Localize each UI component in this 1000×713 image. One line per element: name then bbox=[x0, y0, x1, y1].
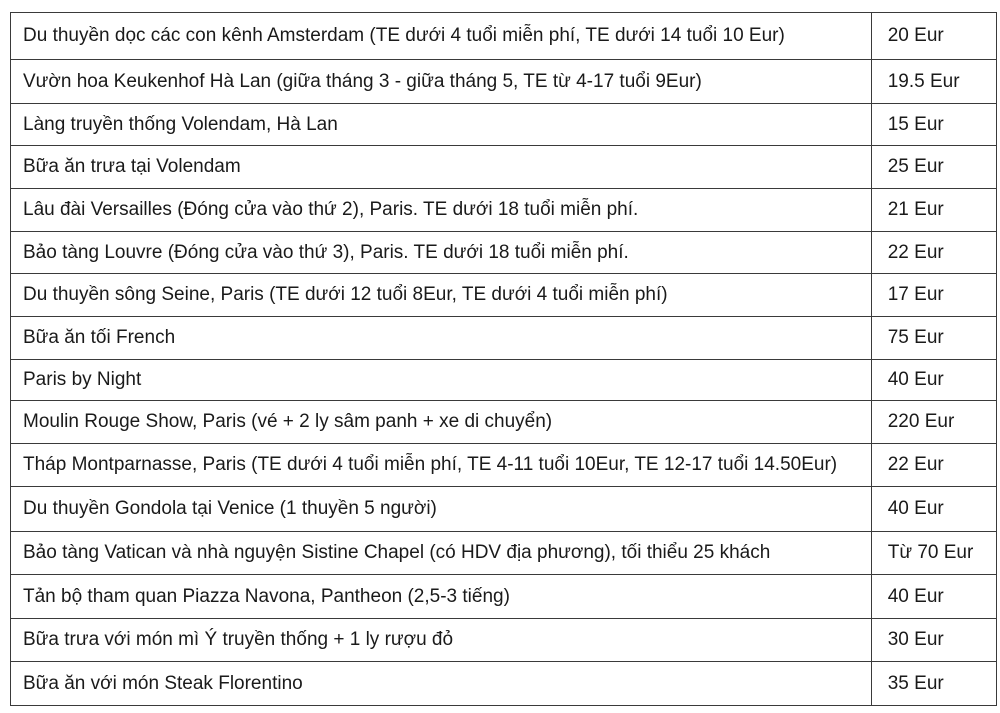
price-table bbox=[10, 12, 997, 706]
table-row bbox=[11, 104, 997, 146]
table-row bbox=[11, 662, 997, 706]
table-row bbox=[11, 360, 997, 401]
row-description: Paris by Night bbox=[11, 360, 872, 401]
row-price: 40 Eur bbox=[871, 360, 996, 401]
row-description: Tháp Montparnasse, Paris (TE dưới 4 tuổi miễn phí, TE 4-11 tuổi 10Eur, TE 12-17 tuổi 14.50Eur) bbox=[11, 444, 872, 487]
row-price: 25 Eur bbox=[871, 146, 996, 189]
table-row bbox=[11, 189, 997, 232]
table-row bbox=[11, 317, 997, 360]
table-row bbox=[11, 13, 997, 60]
row-description: Du thuyền dọc các con kênh Amsterdam (TE dưới 4 tuổi miễn phí, TE dưới 14 tuổi 10 Eur) bbox=[11, 13, 872, 60]
row-description: Moulin Rouge Show, Paris (vé + 2 ly sâm panh + xe di chuyển) bbox=[11, 401, 872, 444]
row-description: Du thuyền sông Seine, Paris (TE dưới 12 tuổi 8Eur, TE dưới 4 tuổi miễn phí) bbox=[11, 274, 872, 317]
table-row bbox=[11, 532, 997, 575]
table-row bbox=[11, 232, 997, 274]
table-row bbox=[11, 575, 997, 619]
row-price: 15 Eur bbox=[871, 104, 996, 146]
table-row bbox=[11, 487, 997, 532]
row-description: Bữa ăn tối French bbox=[11, 317, 872, 360]
row-price: 22 Eur bbox=[871, 444, 996, 487]
table-row bbox=[11, 60, 997, 104]
row-price: 35 Eur bbox=[871, 662, 996, 706]
table-row bbox=[11, 401, 997, 444]
row-price: 19.5 Eur bbox=[871, 60, 996, 104]
row-description: Lâu đài Versailles (Đóng cửa vào thứ 2), Paris. TE dưới 18 tuổi miễn phí. bbox=[11, 189, 872, 232]
row-description: Bữa trưa với món mì Ý truyền thống + 1 ly rượu đỏ bbox=[11, 619, 872, 662]
row-price: 75 Eur bbox=[871, 317, 996, 360]
row-price: 22 Eur bbox=[871, 232, 996, 274]
row-price: Từ 70 Eur bbox=[871, 532, 996, 575]
table-row bbox=[11, 274, 997, 317]
row-price: 30 Eur bbox=[871, 619, 996, 662]
row-description: Du thuyền Gondola tại Venice (1 thuyền 5 người) bbox=[11, 487, 872, 532]
row-description: Làng truyền thống Volendam, Hà Lan bbox=[11, 104, 872, 146]
table-row bbox=[11, 444, 997, 487]
row-price: 17 Eur bbox=[871, 274, 996, 317]
row-price: 20 Eur bbox=[871, 13, 996, 60]
row-description: Bảo tàng Louvre (Đóng cửa vào thứ 3), Paris. TE dưới 18 tuổi miễn phí. bbox=[11, 232, 872, 274]
row-description: Bữa ăn với món Steak Florentino bbox=[11, 662, 872, 706]
row-description: Vườn hoa Keukenhof Hà Lan (giữa tháng 3 - giữa tháng 5, TE từ 4-17 tuổi 9Eur) bbox=[11, 60, 872, 104]
table-row bbox=[11, 146, 997, 189]
row-description: Bảo tàng Vatican và nhà nguyện Sistine Chapel (có HDV địa phương), tối thiểu 25 khách bbox=[11, 532, 872, 575]
row-price: 21 Eur bbox=[871, 189, 996, 232]
row-price: 40 Eur bbox=[871, 487, 996, 532]
row-description: Bữa ăn trưa tại Volendam bbox=[11, 146, 872, 189]
row-price: 40 Eur bbox=[871, 575, 996, 619]
row-description: Tản bộ tham quan Piazza Navona, Pantheon (2,5-3 tiếng) bbox=[11, 575, 872, 619]
table-row bbox=[11, 619, 997, 662]
row-price: 220 Eur bbox=[871, 401, 996, 444]
